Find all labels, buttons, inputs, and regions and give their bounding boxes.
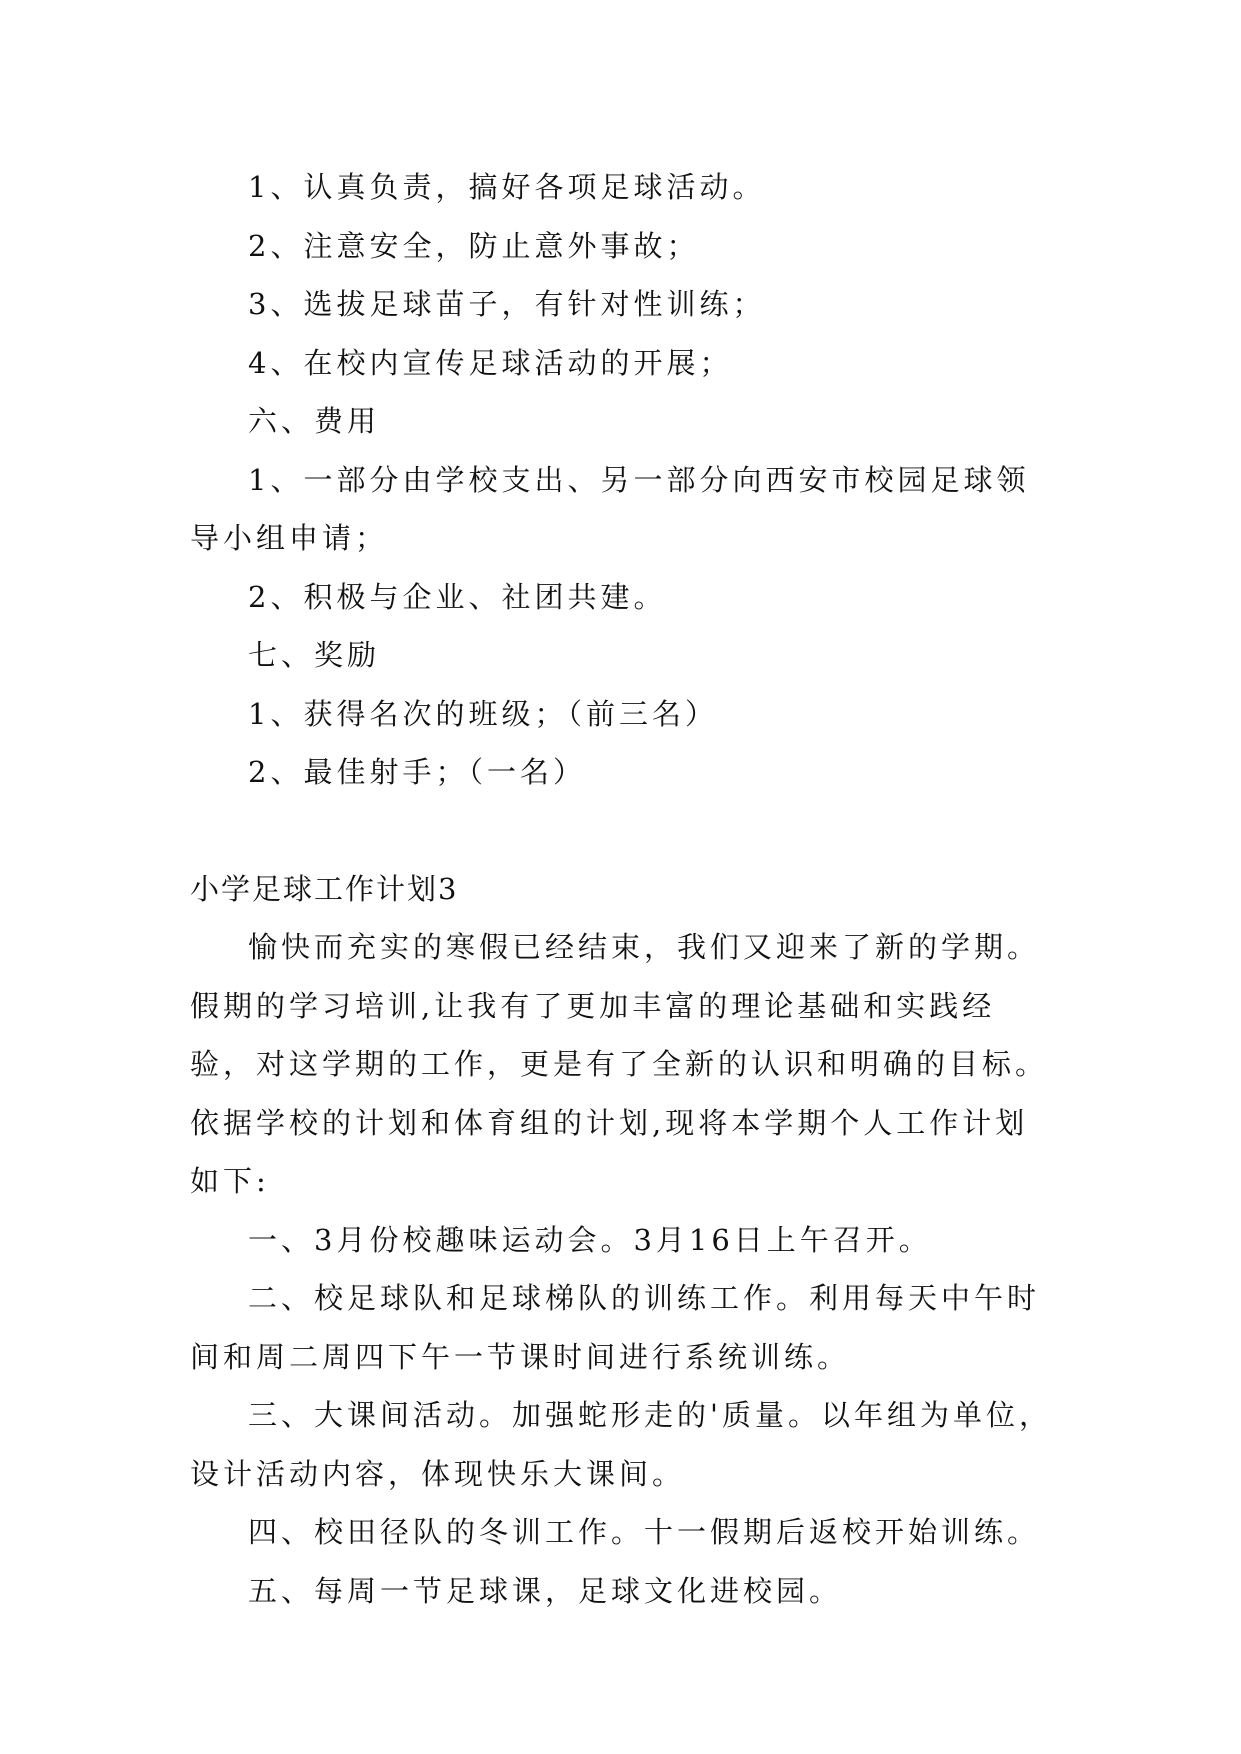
paragraph: 三、大课间活动。加强蛇形走的'质量。以年组为单位，设计活动内容，体现快乐大课间。: [190, 1398, 1052, 1491]
document-title: 小学足球工作计划3: [190, 871, 459, 906]
paragraph: 2、积极与企业、社团共建。: [248, 579, 667, 614]
paragraph: 1、认真负责，搞好各项足球活动。: [248, 170, 766, 204]
paragraph: 2、注意安全，防止意外事故；: [248, 228, 700, 263]
paragraph: 3、选拔足球苗子，有针对性训练；: [248, 287, 766, 321]
paragraph: 一、3月份校趣味运动会。3月16日上午召开。: [248, 1222, 932, 1257]
spacer: [190, 802, 1060, 860]
paragraph: 愉快而充实的寒假已经结束，我们又迎来了新的学期。假期的学习培训,让我有了更加丰富的理论基础和实践经验，对这学期的工作，更是有了全新的认识和明确的目标。依据学校的计划和体育组的计划,现将本学期个人工作计划如下:: [190, 930, 1049, 1198]
paragraph: 2、最佳射手；（一名）: [248, 755, 586, 789]
paragraph: 4、在校内宣传足球活动的开展；: [248, 345, 733, 380]
paragraph: 四、校田径队的冬训工作。十一假期后返校开始训练。: [248, 1515, 1041, 1549]
section-heading: 六、费用: [248, 404, 381, 438]
paragraph: 1、获得名次的班级；（前三名）: [248, 696, 718, 731]
paragraph: 二、校足球队和足球梯队的训练工作。利用每天中午时间和周二周四下午一节课时间进行系统训练。: [190, 1281, 1041, 1374]
section-heading: 七、奖励: [248, 638, 381, 672]
paragraph: 1、一部分由学校支出、另一部分向西安市校园足球领导小组申请；: [190, 462, 1030, 555]
document-body: [190, 158, 1060, 1620]
paragraph: 五、每周一节足球课，足球文化进校园。: [248, 1573, 843, 1608]
